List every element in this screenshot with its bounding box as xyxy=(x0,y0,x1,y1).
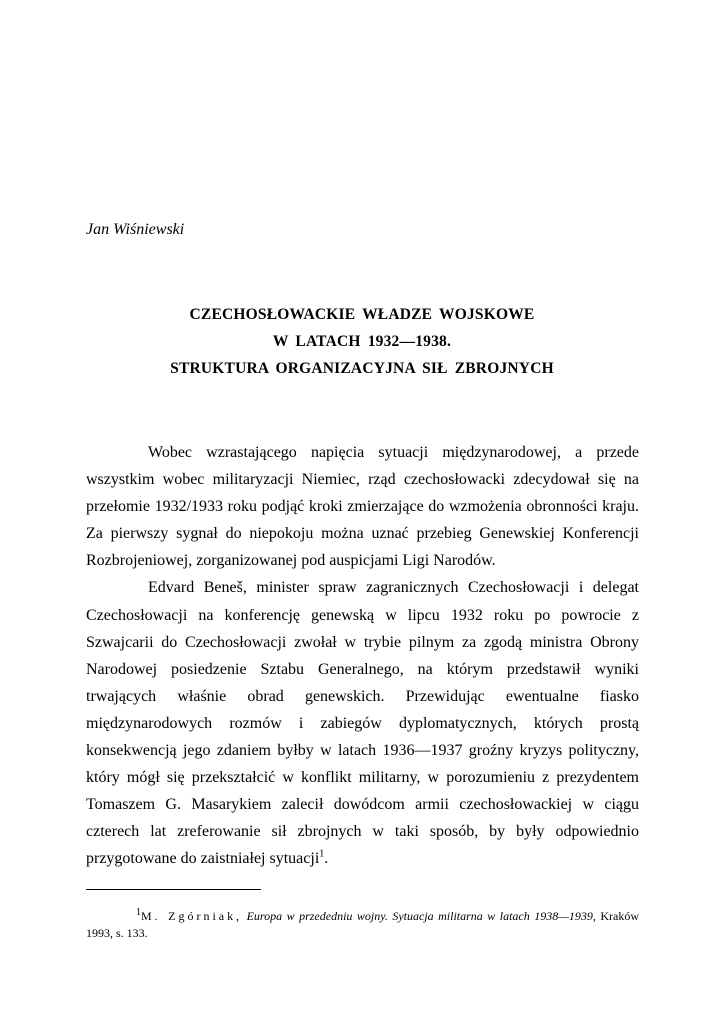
footnote xyxy=(86,908,639,942)
footnote-reference[interactable]: 1 xyxy=(319,849,325,861)
footnote-author: M. Zgórniak, xyxy=(141,909,243,923)
article-body xyxy=(86,439,639,873)
footnote-details: , Kraków 1993, s. 133. xyxy=(86,909,640,940)
footnote-separator xyxy=(86,889,261,890)
paragraph-2 xyxy=(86,574,639,872)
title-line-3: STRUKTURA ORGANIZACYJNA SIŁ ZBROJNYCH xyxy=(170,360,554,377)
paragraph-1: Wobec wzrastającego napięcia sytuacji międzynarodowej, a przede wszystkim wobec militaryzacji Niemiec, rząd czechosłowacki zdecydował się na przełomie 1932/1933 roku podjąć kroki zmierzające do wzmożenia obronności kraju. Za pierwszy sygnał do niepokoju można uznać przebieg Genewskiej Konferencji Rozbrojeniowej, zorganizowanej pod auspicjami Ligi Narodów. xyxy=(86,444,639,570)
article-title xyxy=(86,301,638,382)
paragraph-2-text: Edvard Beneš, minister spraw zagranicznych Czechosłowacji i delegat Czechosłowacji na konferencję genewską w lipcu 1932 roku po powrocie z Szwajcarii do Czechosłowacji zwołał w trybie pilnym za zgodą ministra Obrony Narodowej posiedzenie Sztabu Generalnego, na którym przedstawił wyniki trwających właśnie obrad genewskich. Przewidując ewentualne fiasko międzynarodowych rozmów i zabiegów dyplomatycznych, których prostą konsekwencją jego zdaniem byłby w latach 1936—1937 groźny kryzys polityczny, który mógł się przekształcić w konflikt militarny, w porozumieniu z prezydentem Tomaszem G. Masarykiem zalecił dowódcom armii czechosłowackiej w ciągu czterech lat zreferowanie sił zbrojnych w taki sposób, by były odpowiednio przygotowane do zaistniałej sytuacji xyxy=(86,579,639,868)
footnote-work-title: Europa w przededniu wojny. Sytuacja militarna w latach 1938—1939 xyxy=(246,909,593,923)
footnote-number: 1 xyxy=(136,907,141,918)
title-line-1: CZECHOSŁOWACKIE WŁADZE WOJSKOWE xyxy=(189,306,535,323)
title-line-2: W LATACH 1932—1938. xyxy=(272,333,452,350)
author-name: Jan Wiśniewski xyxy=(86,221,185,238)
paragraph-2-end: . xyxy=(324,850,329,868)
